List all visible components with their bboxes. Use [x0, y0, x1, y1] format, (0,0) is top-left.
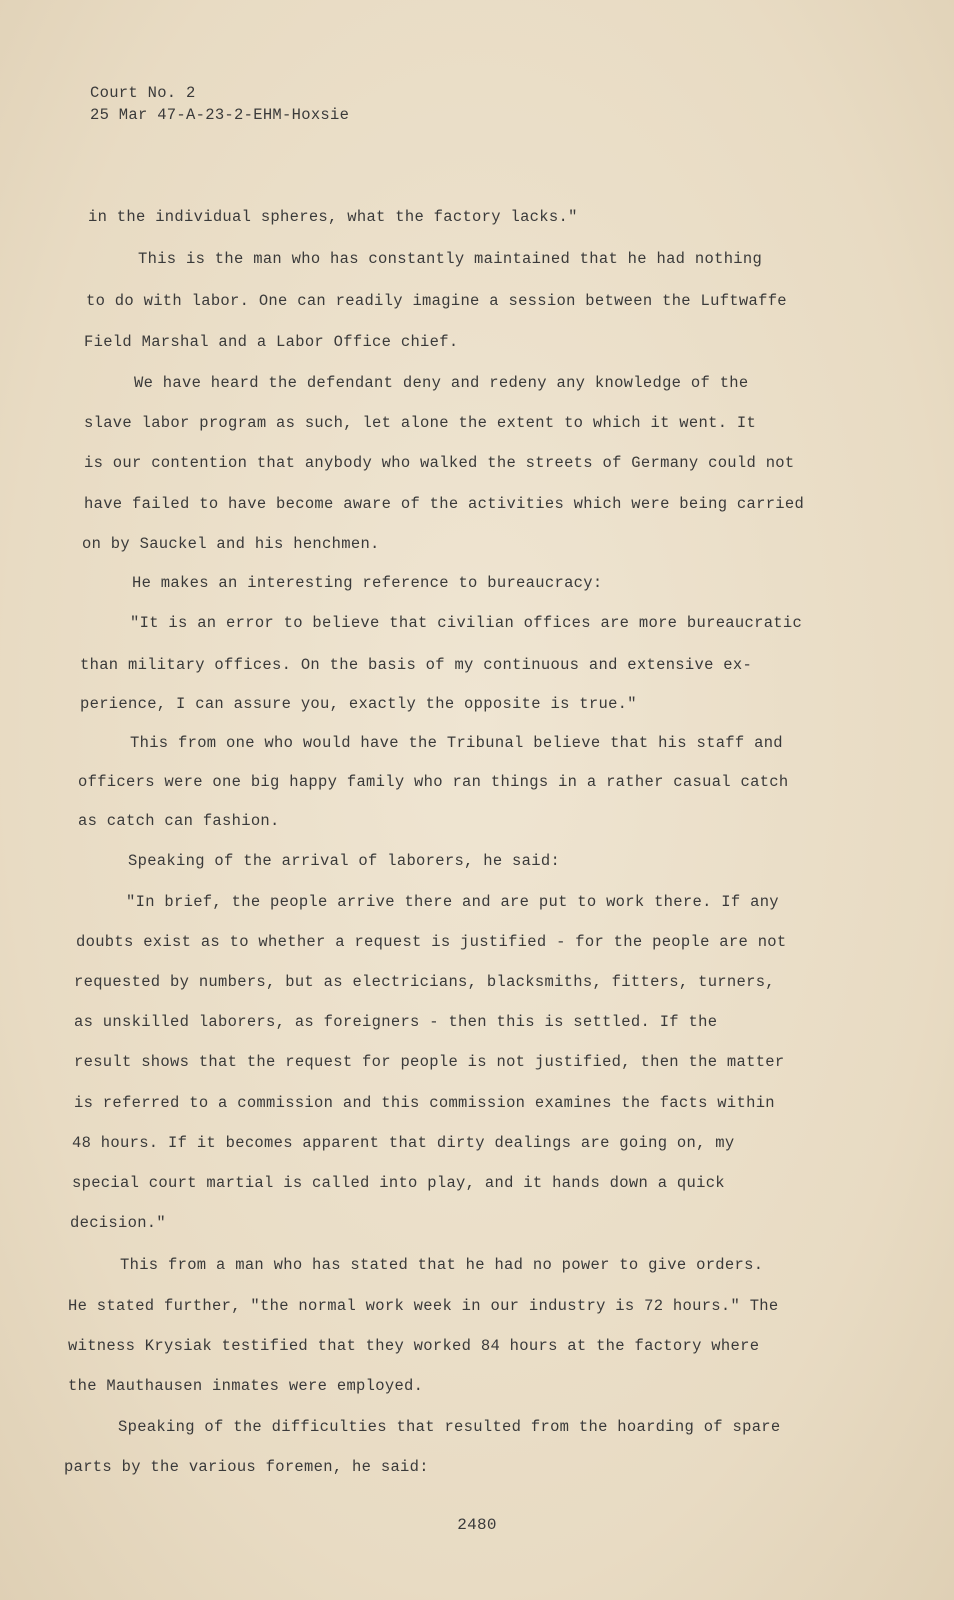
text-line: He makes an interesting reference to bureaucracy:	[132, 574, 603, 592]
text-line: He stated further, "the normal work week in our industry is 72 hours." The	[68, 1297, 779, 1315]
text-line: have failed to have become aware of the activities which were being carried	[84, 495, 805, 513]
text-line: in the individual spheres, what the factory lacks."	[88, 208, 578, 226]
text-line: Field Marshal and a Labor Office chief.	[84, 333, 459, 351]
text-line: doubts exist as to whether a request is justified - for the people are not	[76, 933, 787, 951]
text-line: "It is an error to believe that civilian offices are more bureaucratic	[130, 614, 803, 632]
text-line: decision."	[70, 1214, 167, 1232]
text-line: requested by numbers, but as electricians, blacksmiths, fitters, turners,	[74, 973, 775, 991]
text-line: This is the man who has constantly maintained that he had nothing	[138, 250, 763, 268]
text-line: 48 hours. If it becomes apparent that dirty dealings are going on, my	[72, 1134, 735, 1152]
text-line: is our contention that anybody who walked the streets of Germany could not	[84, 454, 795, 472]
text-line: special court martial is called into play, and it hands down a quick	[72, 1174, 725, 1192]
text-line: This from one who would have the Tribunal believe that his staff and	[130, 734, 783, 752]
text-line: result shows that the request for people is not justified, then the matter	[74, 1053, 785, 1071]
text-line: the Mauthausen inmates were employed.	[68, 1377, 424, 1395]
court-number: Court No. 2	[90, 84, 196, 102]
page-number: 2480	[457, 1516, 497, 1534]
text-line: parts by the various foremen, he said:	[64, 1458, 429, 1476]
text-line: This from a man who has stated that he had no power to give orders.	[120, 1256, 764, 1274]
text-line: as unskilled laborers, as foreigners - then this is settled. If the	[74, 1013, 718, 1031]
text-line: officers were one big happy family who ran things in a rather casual catch	[78, 773, 789, 791]
text-line: slave labor program as such, let alone the extent to which it went. It	[84, 414, 757, 432]
text-line: "In brief, the people arrive there and are put to work there. If any	[126, 893, 779, 911]
text-line: perience, I can assure you, exactly the opposite is true."	[80, 695, 637, 713]
text-line: to do with labor. One can readily imagine a session between the Luftwaffe	[86, 292, 787, 310]
text-line: on by Sauckel and his henchmen.	[82, 535, 380, 553]
text-line: witness Krysiak testified that they worked 84 hours at the factory where	[68, 1337, 760, 1355]
text-line: is referred to a commission and this commission examines the facts within	[74, 1094, 775, 1112]
text-line: than military offices. On the basis of my continuous and extensive ex-	[80, 656, 753, 674]
text-line: We have heard the defendant deny and redeny any knowledge of the	[134, 374, 749, 392]
document-reference: 25 Mar 47-A-23-2-EHM-Hoxsie	[90, 106, 350, 124]
text-line: Speaking of the difficulties that resulted from the hoarding of spare	[118, 1418, 781, 1436]
text-line: Speaking of the arrival of laborers, he said:	[128, 852, 561, 870]
text-line: as catch can fashion.	[78, 812, 280, 830]
